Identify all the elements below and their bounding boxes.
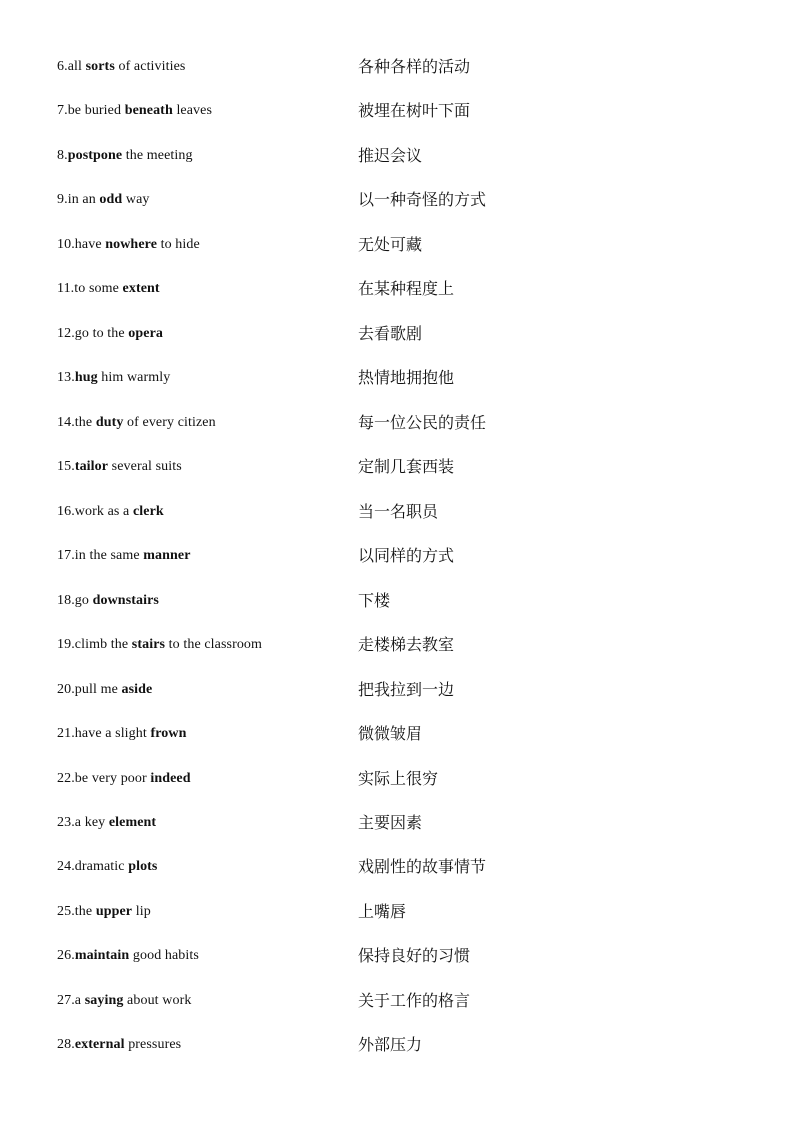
chinese-translation: 微微皱眉: [358, 724, 423, 744]
phrase-keyword: downstairs: [92, 592, 159, 608]
chinese-translation: 保持良好的习惯: [358, 946, 471, 966]
vocab-row: [0, 89, 794, 133]
vocab-row: [0, 623, 794, 667]
vocab-row: [0, 267, 794, 311]
english-phrase: [57, 401, 216, 445]
phrase-prefix: 18.go: [57, 592, 93, 608]
phrase-keyword: postpone: [67, 147, 123, 163]
vocab-row: [0, 223, 794, 267]
phrase-keyword: maintain: [74, 948, 130, 964]
phrase-keyword: stairs: [131, 637, 166, 653]
chinese-translation: 实际上很穷: [358, 768, 439, 788]
phrase-keyword: external: [74, 1037, 125, 1053]
chinese-translation: 外部压力: [358, 1035, 423, 1055]
vocab-row: [0, 312, 794, 356]
phrase-suffix: leaves: [172, 103, 213, 119]
phrase-keyword: aside: [121, 681, 153, 697]
chinese-translation: 在某种程度上: [358, 279, 455, 299]
phrase-prefix: 7.be buried: [57, 103, 125, 119]
phrase-keyword: extent: [122, 281, 160, 297]
phrase-suffix: to the classroom: [165, 637, 263, 653]
phrase-suffix: him warmly: [97, 370, 171, 386]
phrase-prefix: 20.pull me: [57, 681, 122, 697]
chinese-translation: 走楼梯去教室: [358, 635, 455, 655]
vocab-row: [0, 668, 794, 712]
phrase-prefix: 13.: [57, 370, 75, 386]
vocab-row: [0, 845, 794, 889]
phrase-suffix: several suits: [108, 459, 182, 475]
phrase-keyword: beneath: [124, 103, 173, 119]
english-phrase: [57, 757, 191, 801]
chinese-translation: 热情地拥抱他: [358, 368, 455, 388]
phrase-keyword: clerk: [132, 503, 164, 519]
vocab-row: [0, 490, 794, 534]
phrase-prefix: 11.to some: [57, 281, 123, 297]
chinese-translation: 每一位公民的责任: [358, 412, 487, 432]
english-phrase: [57, 979, 191, 1023]
phrase-keyword: duty: [95, 414, 124, 430]
chinese-translation: 以一种奇怪的方式: [358, 190, 487, 210]
phrase-keyword: odd: [99, 192, 123, 208]
vocabulary-list: [0, 45, 794, 1068]
phrase-suffix: lip: [132, 903, 151, 919]
vocab-row: [0, 934, 794, 978]
chinese-translation: 把我拉到一边: [358, 679, 455, 699]
english-phrase: [57, 445, 182, 489]
english-phrase: [57, 934, 199, 978]
phrase-prefix: 21.have a slight: [57, 726, 151, 742]
phrase-keyword: opera: [128, 325, 164, 341]
phrase-prefix: 27.a: [57, 992, 85, 1008]
phrase-suffix: way: [122, 192, 150, 208]
english-phrase: [57, 845, 157, 889]
chinese-translation: 关于工作的格言: [358, 990, 471, 1010]
vocab-row: [0, 45, 794, 89]
phrase-prefix: 23.a key: [57, 814, 109, 830]
vocab-row: [0, 712, 794, 756]
chinese-translation: 主要因素: [358, 812, 423, 832]
phrase-keyword: upper: [95, 903, 133, 919]
vocab-row: [0, 579, 794, 623]
phrase-suffix: of activities: [114, 59, 186, 74]
phrase-prefix: 14.the: [57, 414, 96, 430]
english-phrase: [57, 668, 152, 712]
english-phrase: [57, 712, 187, 756]
chinese-translation: 下楼: [358, 590, 391, 610]
english-phrase: [57, 890, 151, 934]
vocab-row: [0, 801, 794, 845]
english-phrase: [57, 534, 191, 578]
chinese-translation: 上嘴唇: [358, 901, 407, 921]
chinese-translation: 被埋在树叶下面: [358, 101, 471, 121]
english-phrase: [57, 623, 262, 667]
phrase-keyword: tailor: [74, 459, 109, 475]
phrase-prefix: 16.work as a: [57, 503, 133, 519]
phrase-prefix: 6.all: [57, 59, 86, 74]
english-phrase: [57, 356, 170, 400]
chinese-translation: 戏剧性的故事情节: [358, 857, 487, 877]
vocab-row: [0, 890, 794, 934]
phrase-keyword: nowhere: [105, 236, 158, 252]
chinese-translation: 推迟会议: [358, 145, 423, 165]
vocab-row: [0, 979, 794, 1023]
phrase-prefix: 24.dramatic: [57, 859, 129, 875]
vocab-row: [0, 134, 794, 178]
english-phrase: [57, 267, 160, 311]
phrase-keyword: plots: [128, 859, 158, 875]
phrase-suffix: about work: [123, 992, 192, 1008]
english-phrase: [57, 490, 164, 534]
phrase-keyword: saying: [84, 992, 124, 1008]
phrase-keyword: sorts: [85, 59, 115, 74]
phrase-prefix: 19.climb the: [57, 637, 132, 653]
phrase-prefix: 10.have: [57, 236, 106, 252]
chinese-translation: 去看歌剧: [358, 323, 423, 343]
phrase-keyword: indeed: [150, 770, 191, 786]
english-phrase: [57, 223, 200, 267]
vocab-row: [0, 1023, 794, 1067]
phrase-prefix: 25.the: [57, 903, 96, 919]
phrase-suffix: to hide: [157, 236, 200, 252]
vocab-row: [0, 757, 794, 801]
phrase-keyword: frown: [150, 726, 187, 742]
english-phrase: [57, 801, 156, 845]
english-phrase: [57, 89, 212, 133]
english-phrase: [57, 579, 159, 623]
english-phrase: [57, 312, 163, 356]
vocab-row: [0, 178, 794, 222]
chinese-translation: 无处可藏: [358, 234, 423, 254]
english-phrase: [57, 45, 185, 89]
phrase-prefix: 28.: [57, 1037, 75, 1053]
phrase-suffix: good habits: [129, 948, 199, 964]
phrase-prefix: 22.be very poor: [57, 770, 151, 786]
chinese-translation: 当一名职员: [358, 501, 439, 521]
vocab-row: [0, 445, 794, 489]
english-phrase: [57, 134, 193, 178]
chinese-translation: 以同样的方式: [358, 546, 455, 566]
phrase-prefix: 12.go to the: [57, 325, 129, 341]
phrase-suffix: pressures: [124, 1037, 182, 1053]
chinese-translation: 各种各样的活动: [358, 57, 471, 76]
phrase-keyword: manner: [143, 548, 191, 564]
english-phrase: [57, 1023, 181, 1067]
vocab-row: [0, 534, 794, 578]
phrase-prefix: 8.: [57, 147, 68, 163]
phrase-prefix: 26.: [57, 948, 75, 964]
phrase-prefix: 9.in an: [57, 192, 100, 208]
english-phrase: [57, 178, 150, 222]
phrase-prefix: 15.: [57, 459, 75, 475]
phrase-keyword: hug: [74, 370, 98, 386]
vocab-row: [0, 356, 794, 400]
vocab-row: [0, 401, 794, 445]
phrase-suffix: of every citizen: [123, 414, 216, 430]
phrase-keyword: element: [108, 814, 157, 830]
phrase-prefix: 17.in the same: [57, 548, 144, 564]
phrase-suffix: the meeting: [122, 147, 193, 163]
chinese-translation: 定制几套西装: [358, 457, 455, 477]
